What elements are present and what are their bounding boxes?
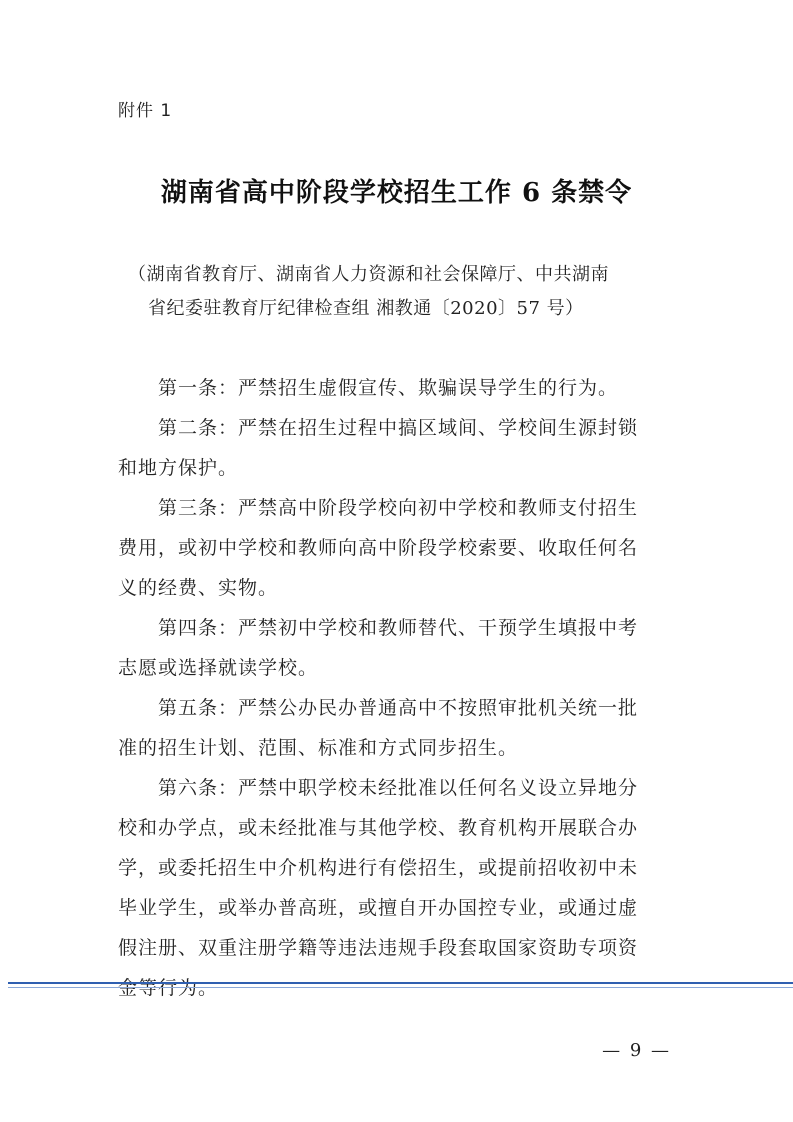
articles-list <box>118 368 683 1008</box>
article-line: 费用，或初中学校和教师向高中阶段学校索要、收取任何名 <box>118 537 639 559</box>
article-line: 志愿或选择就读学校。 <box>118 657 319 679</box>
article-line: 第一条：严禁招生虚假宣传、欺骗误导学生的行为。 <box>158 377 619 399</box>
article-line: 第六条：严禁中职学校未经批准以任何名义设立异地分 <box>158 777 639 799</box>
page-number: — 9 — <box>602 1040 671 1061</box>
article-line: 义的经费、实物。 <box>118 577 279 599</box>
article-line: 第五条：严禁公办民办普通高中不按照审批机关统一批 <box>158 697 639 719</box>
article-3 <box>118 488 683 608</box>
footer-divider <box>8 982 793 984</box>
article-2 <box>118 408 683 488</box>
source-line: 省纪委驻教育厅纪律检查组 湘教通〔2020〕57 号） <box>148 298 584 319</box>
article-line: 毕业学生，或举办普高班，或擅自开办国控专业，或通过虚 <box>118 897 639 919</box>
article-6 <box>118 768 683 1008</box>
attachment-label: 附件 1 <box>118 101 173 121</box>
document-title: 湖南省高中阶段学校招生工作 6 条禁令 <box>160 178 633 208</box>
article-line: 和地方保护。 <box>118 457 239 479</box>
footer-divider-thin <box>8 987 793 988</box>
article-line: 假注册、双重注册学籍等违法违规手段套取国家资助专项资 <box>118 937 639 959</box>
article-line: 第四条：严禁初中学校和教师替代、干预学生填报中考 <box>158 617 639 639</box>
article-line: 学，或委托招生中介机构进行有偿招生，或提前招收初中未 <box>118 857 639 879</box>
article-4 <box>118 608 683 688</box>
issuing-source <box>128 258 673 326</box>
article-line: 准的招生计划、范围、标准和方式同步招生。 <box>118 737 519 759</box>
article-line: 校和办学点，或未经批准与其他学校、教育机构开展联合办 <box>118 817 639 839</box>
source-line: （湖南省教育厅、湖南省人力资源和社会保障厅、中共湖南 <box>128 264 609 285</box>
article-line: 第三条：严禁高中阶段学校向初中学校和教师支付招生 <box>158 497 639 519</box>
article-line: 金等行为。 <box>118 977 219 999</box>
article-line: 第二条：严禁在招生过程中搞区域间、学校间生源封锁 <box>158 417 639 439</box>
article-5 <box>118 688 683 768</box>
article-1 <box>118 368 683 408</box>
